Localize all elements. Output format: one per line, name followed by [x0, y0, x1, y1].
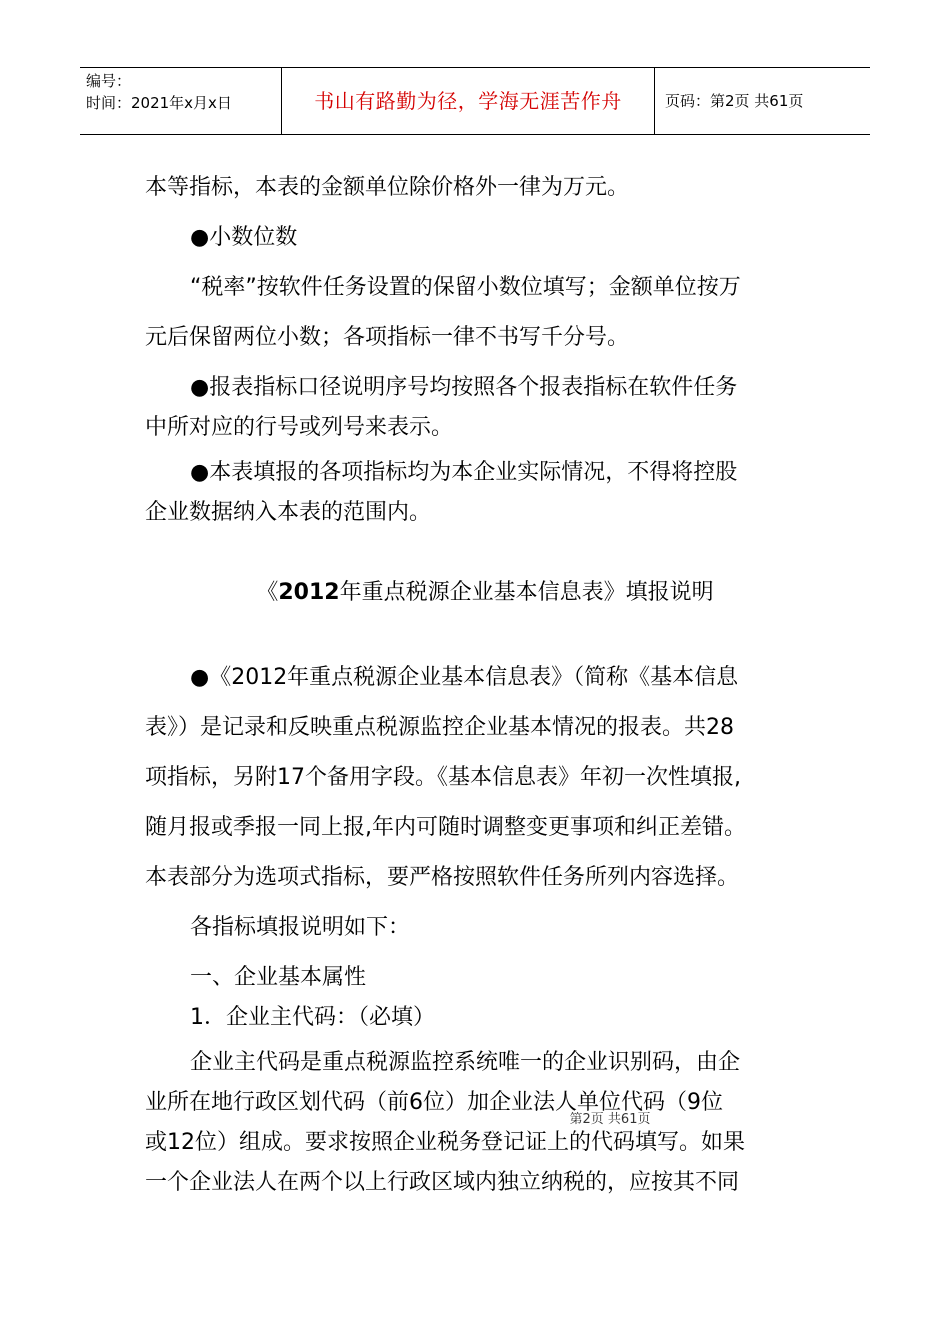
paragraph-line: 项指标，另附17个备用字段。《基本信息表》年初一次性填报, — [145, 765, 741, 790]
paragraph-line: 一、企业基本属性 — [190, 965, 367, 990]
paragraph-line: ●本表填报的各项指标均为本企业实际情况，不得将控股 — [190, 460, 738, 485]
paragraph-line: 本表部分为选项式指标，要严格按照软件任务所列内容选择。 — [145, 865, 740, 890]
paragraph-line: 元后保留两位小数；各项指标一律不书写千分号。 — [145, 325, 630, 350]
time-label: 时间：2021年x月x日 — [86, 94, 232, 112]
paragraph-line: 业所在地行政区划代码（前6位）加企业法人单位代码（9位 — [145, 1090, 723, 1115]
paragraph-line: 企业主代码是重点税源监控系统唯一的企业识别码，由企 — [190, 1050, 741, 1075]
paragraph-line: ●小数位数 — [190, 225, 298, 250]
paragraph-line: “税率”按软件任务设置的保留小数位填写；金额单位按万 — [190, 275, 741, 300]
paragraph-line: 随月报或季报一同上报,年内可随时调整变更事项和纠正差错。 — [145, 815, 746, 840]
page-footer: 第2页 共61页 — [569, 1112, 651, 1127]
paragraph-line: 表》）是记录和反映重点税源监控企业基本情况的报表。共28 — [145, 715, 734, 740]
paragraph-line: 一个企业法人在两个以上行政区域内独立纳税的，应按其不同 — [145, 1170, 740, 1195]
header-page-info: 页码：第2页 共61页 — [665, 92, 804, 110]
paragraph-line: 企业数据纳入本表的范围内。 — [145, 500, 432, 525]
header-motto: 书山有路勤为径，学海无涯苦作舟 — [282, 68, 655, 134]
section-title: 《2012年重点税源企业基本信息表》填报说明 — [256, 580, 714, 605]
paragraph-line: 各指标填报说明如下： — [190, 915, 411, 940]
paragraph-line: ●报表指标口径说明序号均按照各个报表指标在软件任务 — [190, 375, 738, 400]
paragraph-line: ●《2012年重点税源企业基本信息表》（简称《基本信息 — [190, 665, 739, 690]
document-header — [80, 67, 870, 135]
paragraph-line: 中所对应的行号或列号来表示。 — [145, 415, 454, 440]
header-meta-cell — [80, 68, 282, 134]
number-label: 编号： — [86, 72, 132, 90]
paragraph-line: 或12位）组成。要求按照企业税务登记证上的代码填写。如果 — [145, 1130, 745, 1155]
paragraph-line: 本等指标，本表的金额单位除价格外一律为万元。 — [145, 175, 630, 200]
paragraph-line: 1．企业主代码：（必填） — [190, 1005, 435, 1030]
